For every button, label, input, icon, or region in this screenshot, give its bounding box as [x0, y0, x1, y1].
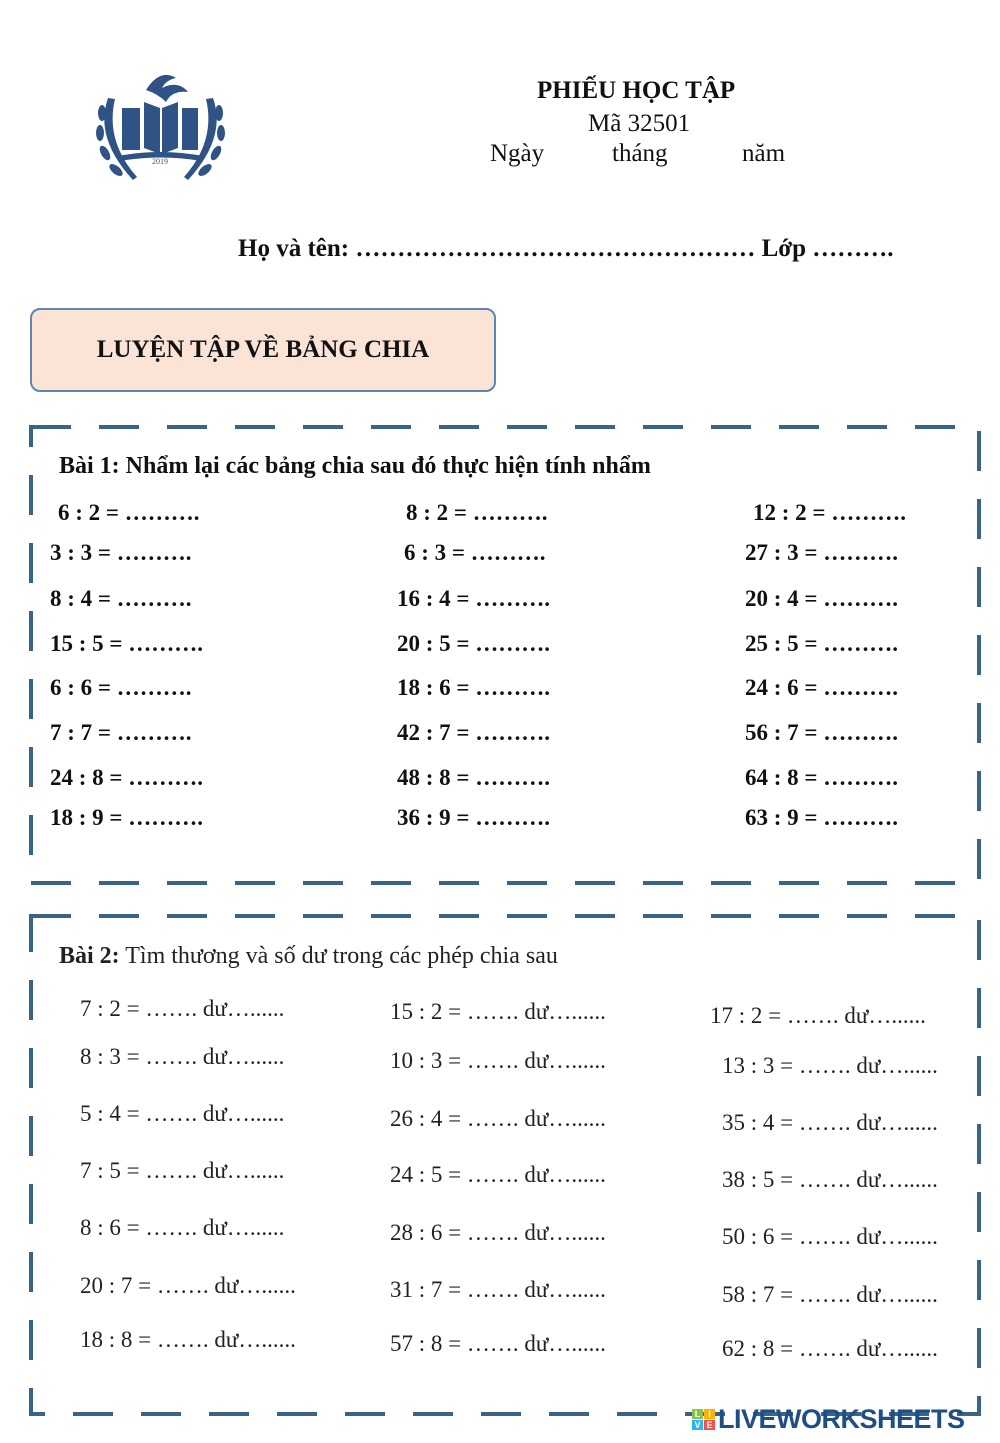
bai1-item[interactable]: 20 : 5 = ……….: [397, 631, 551, 656]
date-month-label: tháng: [612, 140, 668, 167]
bai1-item[interactable]: 42 : 7 = ……….: [397, 720, 551, 745]
bai2-item[interactable]: 24 : 5 = ……. dư…......: [390, 1162, 606, 1187]
bai1-item[interactable]: 20 : 4 = ……….: [745, 586, 899, 611]
bai2-item[interactable]: 5 : 4 = ……. dư…......: [80, 1101, 285, 1126]
bai1-item[interactable]: 36 : 9 = ……….: [397, 805, 551, 830]
badge-letter: V: [692, 1420, 703, 1430]
bai1-item[interactable]: 64 : 8 = ……….: [745, 765, 899, 790]
liveworksheets-watermark: [692, 1404, 965, 1435]
bai2-item[interactable]: 28 : 6 = ……. dư…......: [390, 1220, 606, 1245]
bai2-item[interactable]: 17 : 2 = ……. dư…......: [710, 1003, 926, 1028]
bai2-item[interactable]: 15 : 2 = ……. dư…......: [390, 999, 606, 1024]
logo-year: 2019: [152, 157, 168, 166]
bai2-item[interactable]: 7 : 5 = ……. dư…......: [80, 1158, 285, 1183]
school-logo: [88, 68, 233, 190]
bai2-item[interactable]: 58 : 7 = ……. dư…......: [722, 1282, 938, 1307]
badge-letter: E: [704, 1420, 715, 1430]
bai1-item[interactable]: 6 : 2 = ……….: [58, 500, 200, 525]
bai1-item[interactable]: 63 : 9 = ……….: [745, 805, 899, 830]
bai2-item[interactable]: 62 : 8 = ……. dư…......: [722, 1336, 938, 1361]
bai2-instruction: Tìm thương và số dư trong các phép chia sau: [125, 943, 558, 969]
worksheet-code: Mã 32501: [588, 110, 691, 137]
bai2-heading: [59, 943, 558, 970]
bai1-label: Bài 1:: [59, 453, 120, 479]
bai2-item[interactable]: 38 : 5 = ……. dư…......: [722, 1167, 938, 1192]
bai1-instruction: Nhẩm lại các bảng chia sau đó thực hiện tính nhẩm: [125, 453, 651, 479]
bai2-item[interactable]: 31 : 7 = ……. dư…......: [390, 1277, 606, 1302]
bai2-item[interactable]: 18 : 8 = ……. dư…......: [80, 1327, 296, 1352]
bai1-item[interactable]: 12 : 2 = ……….: [753, 500, 907, 525]
bai1-item[interactable]: 7 : 7 = ……….: [50, 720, 192, 745]
bai1-item[interactable]: 8 : 2 = ……….: [406, 500, 548, 525]
bai2-item[interactable]: 7 : 2 = ……. dư…......: [80, 996, 285, 1021]
name-field[interactable]: …………………………………………: [355, 235, 756, 262]
bai2-label: Bài 2:: [59, 943, 120, 969]
badge-letter: I: [704, 1409, 715, 1419]
bai1-item[interactable]: 24 : 8 = ……….: [50, 765, 204, 790]
bai1-item[interactable]: 24 : 6 = ……….: [745, 675, 899, 700]
bai1-item[interactable]: 25 : 5 = ……….: [745, 631, 899, 656]
bai2-item[interactable]: 57 : 8 = ……. dư…......: [390, 1331, 606, 1356]
section-title: LUYỆN TẬP VỀ BẢNG CHIA: [30, 308, 496, 392]
bai1-item[interactable]: 3 : 3 = ……….: [50, 540, 192, 565]
bai2-item[interactable]: 35 : 4 = ……. dư…......: [722, 1110, 938, 1135]
bai2-item[interactable]: 10 : 3 = ……. dư…......: [390, 1048, 606, 1073]
bai2-item[interactable]: 26 : 4 = ……. dư…......: [390, 1106, 606, 1131]
live-badge-icon: [692, 1409, 715, 1430]
student-info-line: [238, 235, 894, 263]
bai1-item[interactable]: 56 : 7 = ……….: [745, 720, 899, 745]
bai2-item[interactable]: 13 : 3 = ……. dư…......: [722, 1053, 938, 1078]
bai2-item[interactable]: 50 : 6 = ……. dư…......: [722, 1224, 938, 1249]
bai1-item[interactable]: 27 : 3 = ……….: [745, 540, 899, 565]
worksheet-title: PHIẾU HỌC TẬP: [537, 77, 736, 104]
bai1-item[interactable]: 18 : 6 = ……….: [397, 675, 551, 700]
bai1-item[interactable]: 6 : 6 = ……….: [50, 675, 192, 700]
bai2-item[interactable]: 20 : 7 = ……. dư…......: [80, 1273, 296, 1298]
badge-letter: L: [692, 1409, 703, 1419]
bai2-item[interactable]: 8 : 6 = ……. dư…......: [80, 1215, 285, 1240]
bai2-item[interactable]: 8 : 3 = ……. dư…......: [80, 1044, 285, 1069]
bai1-item[interactable]: 8 : 4 = ……….: [50, 586, 192, 611]
class-field[interactable]: ……….: [812, 235, 894, 262]
name-label: Họ và tên:: [238, 235, 350, 262]
bai1-item[interactable]: 6 : 3 = ……….: [404, 540, 546, 565]
bai1-item[interactable]: 48 : 8 = ……….: [397, 765, 551, 790]
bai1-heading: [59, 453, 651, 480]
bai1-item[interactable]: 15 : 5 = ……….: [50, 631, 204, 656]
bai1-item[interactable]: 16 : 4 = ……….: [397, 586, 551, 611]
watermark-text: LIVEWORKSHEETS: [718, 1404, 965, 1434]
class-label: Lớp: [761, 235, 807, 262]
date-day-label: Ngày: [490, 140, 545, 167]
bai1-item[interactable]: 18 : 9 = ……….: [50, 805, 204, 830]
date-year-label: năm: [742, 140, 786, 167]
